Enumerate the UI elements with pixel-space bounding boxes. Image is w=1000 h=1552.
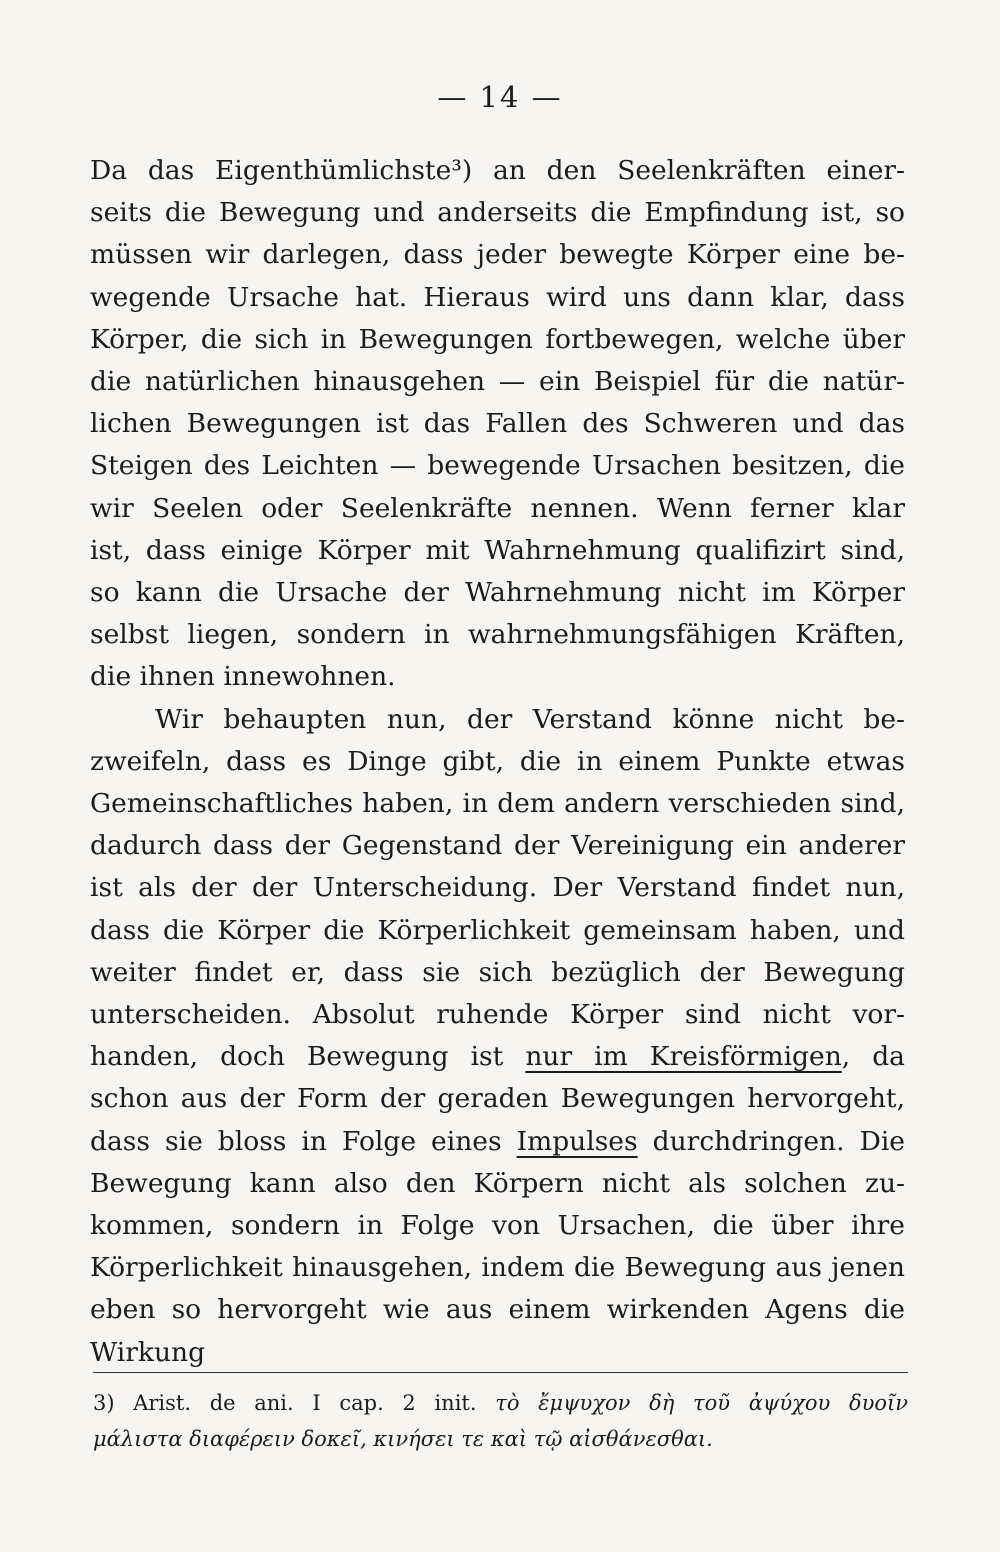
paragraph-1 [90,150,905,699]
text-segment: dass sie bloss in Folge eines [90,1125,517,1157]
text-line: seits die Bewegung und anderseits die Empfindung ist, so [90,197,905,229]
text-line: weiter findet er, dass sie sich bezüglich der Bewegung [90,956,905,988]
text-line: unterscheiden. Absolut ruhende Körper sind nicht vor- [90,999,905,1031]
text-line: Körper, die sich in Bewegungen fortbewegen, welche über [90,323,905,355]
greek-quote: τὸ ἔμψυχον δὴ τοῦ ἀψύχου δυοῖν [495,1391,908,1415]
text-line: Gemeinschaftliches haben, in dem andern verschieden sind, [90,788,905,820]
footnote-divider [93,1372,908,1373]
underlined-phrase: nur im Kreisförmigen [525,1041,842,1073]
text-line: Körperlichkeit hinausgehen, indem die Bewegung aus jenen [90,1252,905,1284]
text-segment: durchdringen. Die [637,1125,905,1157]
text-line: dadurch dass der Gegenstand der Vereinigung ein anderer [90,830,905,862]
text-line [90,1121,905,1163]
paragraph-2 [90,699,905,1374]
page-number: — 14 — [437,80,563,114]
text-line: Wirkung [90,1336,206,1368]
text-line: kommen, sondern in Folge von Ursachen, die über ihre [90,1210,905,1242]
text-line: eben so hervorgeht wie aus einem wirkenden Agens die [90,1294,905,1326]
text-line: schon aus der Form der geraden Bewegungen hervorgeht, [90,1083,905,1115]
text-line: so kann die Ursache der Wahrnehmung nicht im Körper [90,577,905,609]
main-text [90,150,905,1374]
greek-quote: μάλιστα διαφέρειν δοκεῖ, κινήσει τε καὶ τῷ αἰσθάνεσθαι. [93,1427,713,1451]
text-line: Wir behaupten nun, der Verstand könne nicht be- [155,703,905,735]
text-line: ist, dass einige Körper mit Wahrnehmung qualifizirt sind, [90,534,905,566]
text-segment: handen, doch Bewegung ist [90,1041,526,1073]
text-line: ist als der der Unterscheidung. Der Verstand findet nun, [90,872,905,904]
text-line: die ihnen innewohnen. [90,661,396,693]
text-line: Bewegung kann also den Körpern nicht als solchen zu- [90,1167,905,1199]
text-line: wir Seelen oder Seelenkräfte nennen. Wenn ferner klar [90,492,905,524]
text-line: die natürlichen hinausgehen — ein Beispiel für die natür- [90,366,905,398]
text-line: müssen wir darlegen, dass jeder bewegte Körper eine be- [90,239,905,271]
underlined-phrase: Impulses [516,1125,638,1157]
footnote [93,1385,908,1457]
footnote-reference: 3) Arist. de ani. I cap. 2 init. [93,1391,477,1415]
text-line: lichen Bewegungen ist das Fallen des Schweren und das [90,408,905,440]
text-line: Steigen des Leichten — bewegende Ursachen besitzen, die [90,450,905,482]
text-line: Da das Eigenthümlichste³) an den Seelenkräften einer- [90,155,905,186]
footnote-line [93,1385,908,1421]
text-line: wegende Ursache hat. Hieraus wird uns dann klar, dass [90,281,905,313]
text-line [90,1036,905,1078]
text-line: zweifeln, dass es Dinge gibt, die in einem Punkte etwas [90,745,905,777]
text-line: selbst liegen, sondern in wahrnehmungsfähigen Kräften, [90,619,905,651]
text-segment: , da [841,1041,905,1073]
text-line: dass die Körper die Körperlichkeit gemeinsam haben, und [90,914,905,946]
